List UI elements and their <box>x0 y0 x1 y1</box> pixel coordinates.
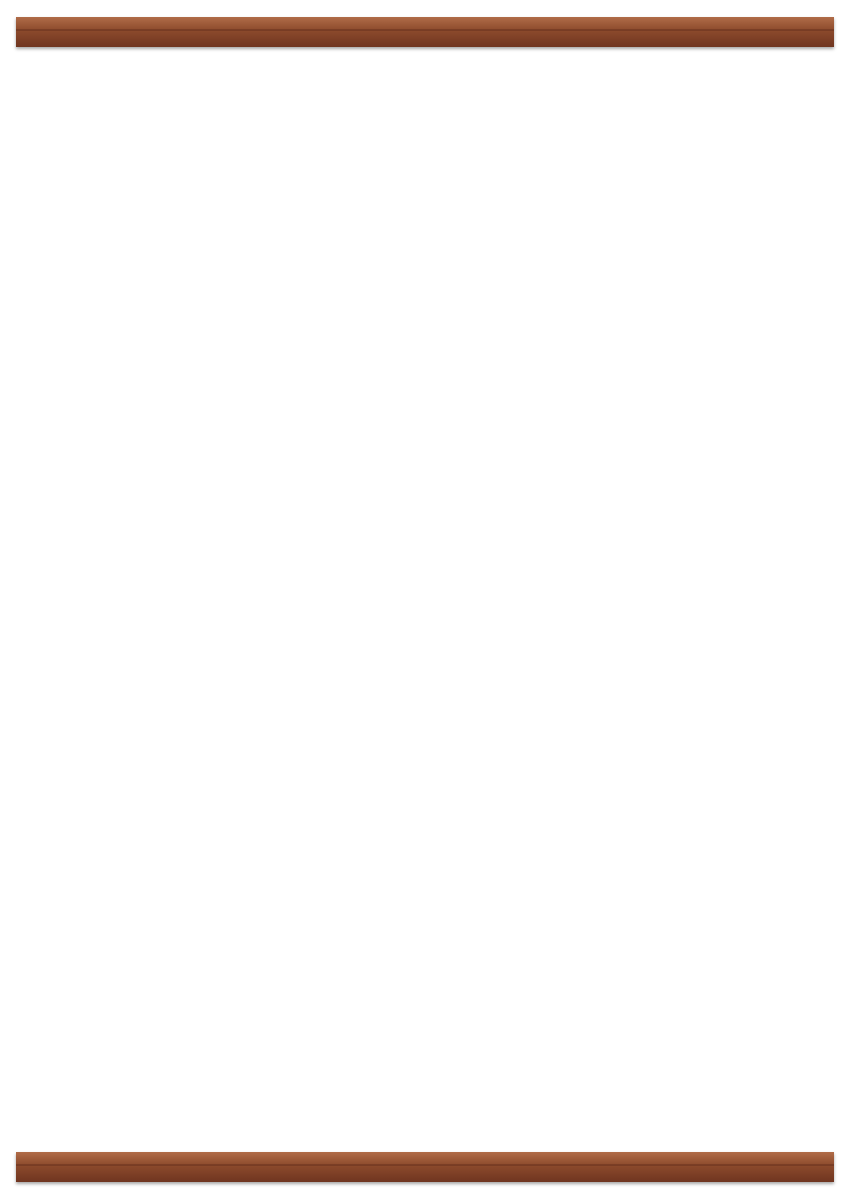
section-ruby <box>78 204 424 216</box>
section-pilaf <box>44 516 424 534</box>
monstera-jungle-icon <box>0 968 848 1158</box>
section-ruby <box>484 468 810 480</box>
section-pasta <box>450 210 810 246</box>
section-ruby <box>484 210 810 222</box>
section-otsumami <box>44 644 424 650</box>
bottom-wood-plank <box>16 1152 834 1182</box>
section-ruby <box>78 756 424 768</box>
section-toast-sandwich <box>44 204 424 240</box>
section-curry <box>450 468 810 504</box>
tropical-leaves-icon <box>0 40 848 170</box>
section-ruby <box>78 516 424 528</box>
section-set-meal <box>44 756 424 770</box>
